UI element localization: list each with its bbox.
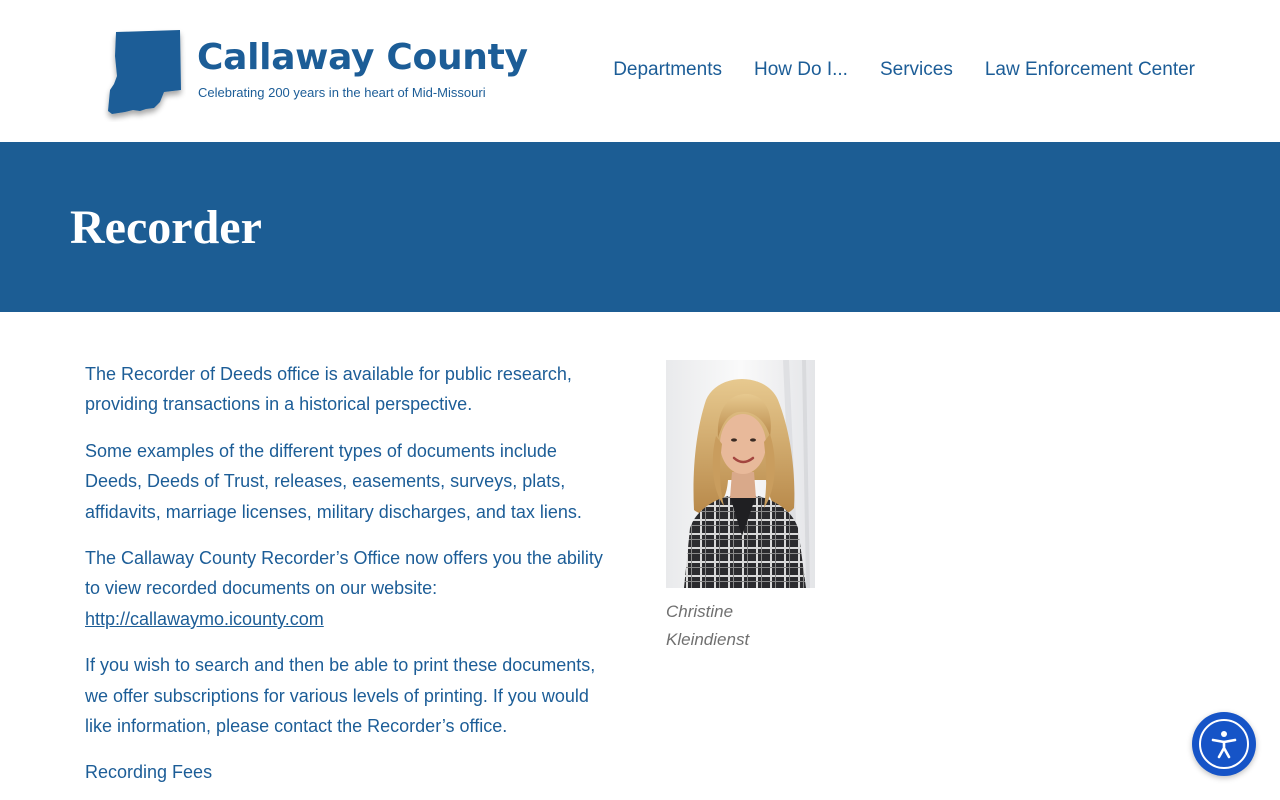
main-nav: [613, 58, 1195, 82]
site-header: [0, 0, 1280, 142]
recorder-portrait-photo: [666, 360, 815, 588]
county-map-icon: [100, 26, 186, 122]
page-hero: [0, 142, 1280, 312]
page-title: Recorder: [70, 201, 262, 254]
main-content: [85, 359, 605, 800]
portrait-caption: Christine Kleindienst: [666, 602, 750, 649]
records-website-link[interactable]: http://callawaymo.icounty.com: [85, 608, 324, 629]
online-records-paragraph: [85, 543, 605, 634]
logo-tagline: Celebrating 200 years in the heart of Mid-Missouri: [198, 85, 486, 100]
site-logo-link[interactable]: [100, 22, 528, 122]
accessibility-button-ring: [1199, 719, 1249, 769]
accessibility-icon: [1211, 729, 1237, 759]
nav-law-enforcement-center[interactable]: Law Enforcement Center: [984, 59, 1195, 80]
online-records-text: The Callaway County Recorder’s Office now offers you the ability to view recorded documents on our website:: [85, 548, 603, 599]
document-types-paragraph: Some examples of the different types of documents include Deeds, Deeds of Trust, releases, easements, surveys, plats, affidavits, marriage licenses, military discharges, and tax liens.: [85, 440, 582, 522]
recorder-figure: [666, 360, 816, 654]
nav-how-do-i[interactable]: How Do I...: [753, 59, 848, 80]
nav-departments[interactable]: Departments: [613, 59, 722, 80]
logo-title: Callaway County: [197, 37, 528, 78]
accessibility-button[interactable]: [1192, 712, 1256, 776]
intro-paragraph: The Recorder of Deeds office is available for public research, providing transactions in a historical perspective.: [85, 364, 572, 415]
nav-services[interactable]: Services: [879, 59, 953, 80]
subscriptions-paragraph: If you wish to search and then be able to print these documents, we offer subscriptions for various levels of printing. If you would like information, please contact the Recorder’s office.: [85, 655, 596, 737]
recording-fees-heading: Recording Fees: [85, 762, 213, 783]
